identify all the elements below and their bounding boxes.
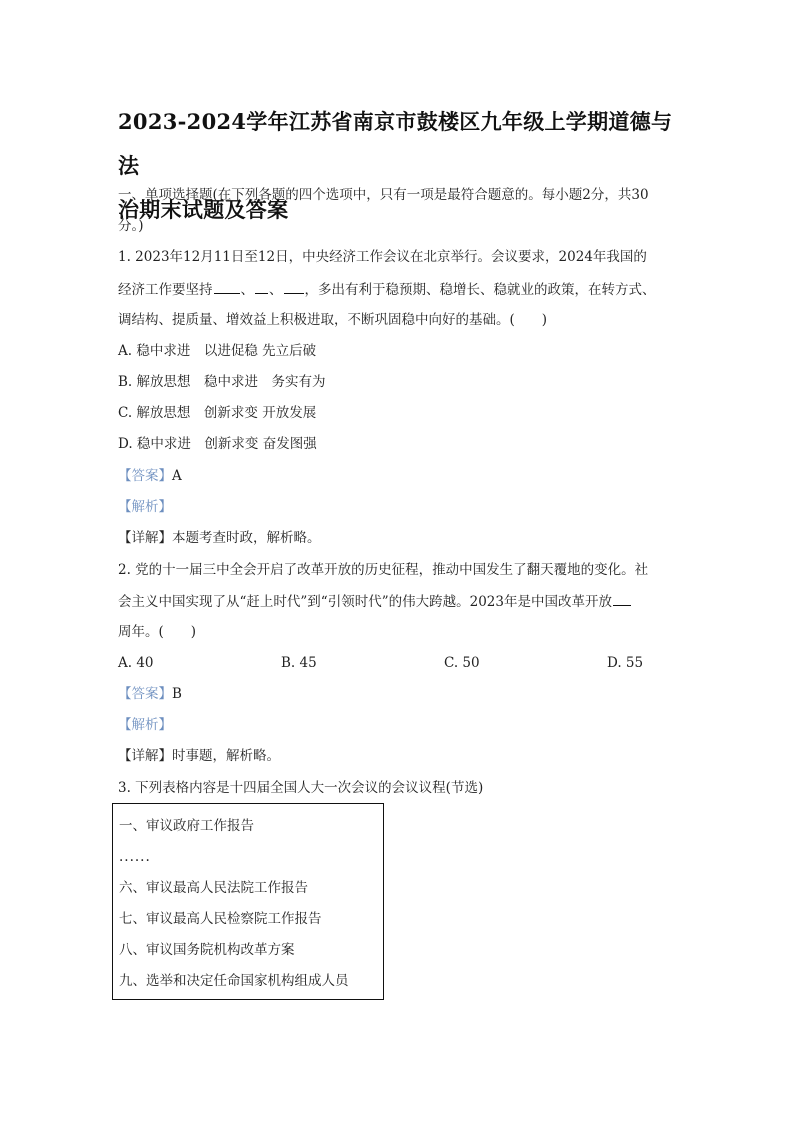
- q1-stem-post: ，多出有利于稳预期、稳增长、稳就业的政策，在转方式、: [304, 282, 656, 298]
- q1-sep: 、: [240, 282, 254, 298]
- document-title: [118, 100, 686, 232]
- q2-option-b: B. 45: [281, 655, 317, 671]
- q1-option-b: B. 解放思想 稳中求进 务实有为: [118, 374, 326, 390]
- agenda-item: 八、审议国务院机构改革方案: [119, 942, 295, 958]
- q1-option-d: D. 稳中求进 创新求变 奋发图强: [118, 436, 317, 452]
- q2-option-a: A. 40: [118, 655, 154, 671]
- q1-answer: [118, 466, 182, 486]
- q2-option-c: C. 50: [444, 655, 480, 671]
- q1-blank-1: [214, 279, 240, 294]
- analysis-tag: 【解析】: [118, 499, 172, 515]
- q2-stem-text: 会主义中国实现了从“赶上时代”到“引领时代”的伟大跨越。2023年是中国改革开放: [118, 594, 612, 610]
- q2-stem-line3: 周年。( ): [118, 624, 197, 640]
- q1-stem-line3: 调结构、提质量、增效益上积极进取，不断巩固稳中向好的基础。( ): [118, 312, 548, 328]
- q1-detail: [118, 528, 321, 548]
- title-line-2: 治期末试题及答案: [118, 197, 289, 222]
- agenda-item: 一、审议政府工作报告: [119, 818, 254, 834]
- detail-tag: 【详解】: [118, 748, 172, 764]
- q1-stem-line2: [118, 279, 656, 300]
- q2-analysis: [118, 715, 172, 735]
- q2-detail: [118, 746, 280, 766]
- q1-analysis: [118, 497, 172, 517]
- title-line-1: 2023-2024学年江苏省南京市鼓楼区九年级上学期道德与法: [118, 109, 673, 178]
- q2-blank: [613, 591, 631, 606]
- q1-stem-line1: 1. 2023年12月11日至12日，中央经济工作会议在北京举行。会议要求，2024年我国的: [118, 249, 647, 265]
- agenda-table: [112, 803, 384, 1000]
- section-heading: 一、单项选择题(在下列各题的四个选项中，只有一项是最符合题意的。每小题2分，共30: [118, 187, 649, 203]
- agenda-item: 九、选举和决定任命国家机构组成人员: [119, 973, 349, 989]
- detail-tag: 【详解】: [118, 530, 172, 546]
- q1-blank-3: [284, 279, 304, 294]
- q2-option-d: D. 55: [607, 655, 644, 671]
- answer-tag: 【答案】: [118, 686, 172, 702]
- q1-option-c: C. 解放思想 创新求变 开放发展: [118, 405, 317, 421]
- q2-stem-line1: 2. 党的十一届三中全会开启了改革开放的历史征程，推动中国发生了翻天覆地的变化。社: [118, 562, 649, 578]
- q1-blank-2: [255, 279, 268, 294]
- answer-value: A: [172, 468, 182, 484]
- detail-text: 时事题，解析略。: [172, 748, 280, 764]
- q1-option-a: A. 稳中求进 以进促稳 先立后破: [118, 343, 317, 359]
- answer-tag: 【答案】: [118, 468, 172, 484]
- agenda-ellipsis: ......: [119, 849, 151, 865]
- section-heading-cont: 分。): [118, 218, 144, 234]
- q3-stem-line1: 3. 下列表格内容是十四届全国人大一次会议的会议议程(节选): [118, 780, 484, 796]
- agenda-item: 七、审议最高人民检察院工作报告: [119, 911, 322, 927]
- detail-text: 本题考查时政，解析略。: [172, 530, 321, 546]
- q1-stem-pre: 经济工作要坚持: [118, 282, 213, 298]
- q2-stem-line2: [118, 591, 632, 612]
- agenda-item: 六、审议最高人民法院工作报告: [119, 880, 308, 896]
- answer-value: B: [172, 686, 182, 702]
- q2-answer: [118, 684, 182, 704]
- q1-sep: 、: [269, 282, 283, 298]
- analysis-tag: 【解析】: [118, 717, 172, 733]
